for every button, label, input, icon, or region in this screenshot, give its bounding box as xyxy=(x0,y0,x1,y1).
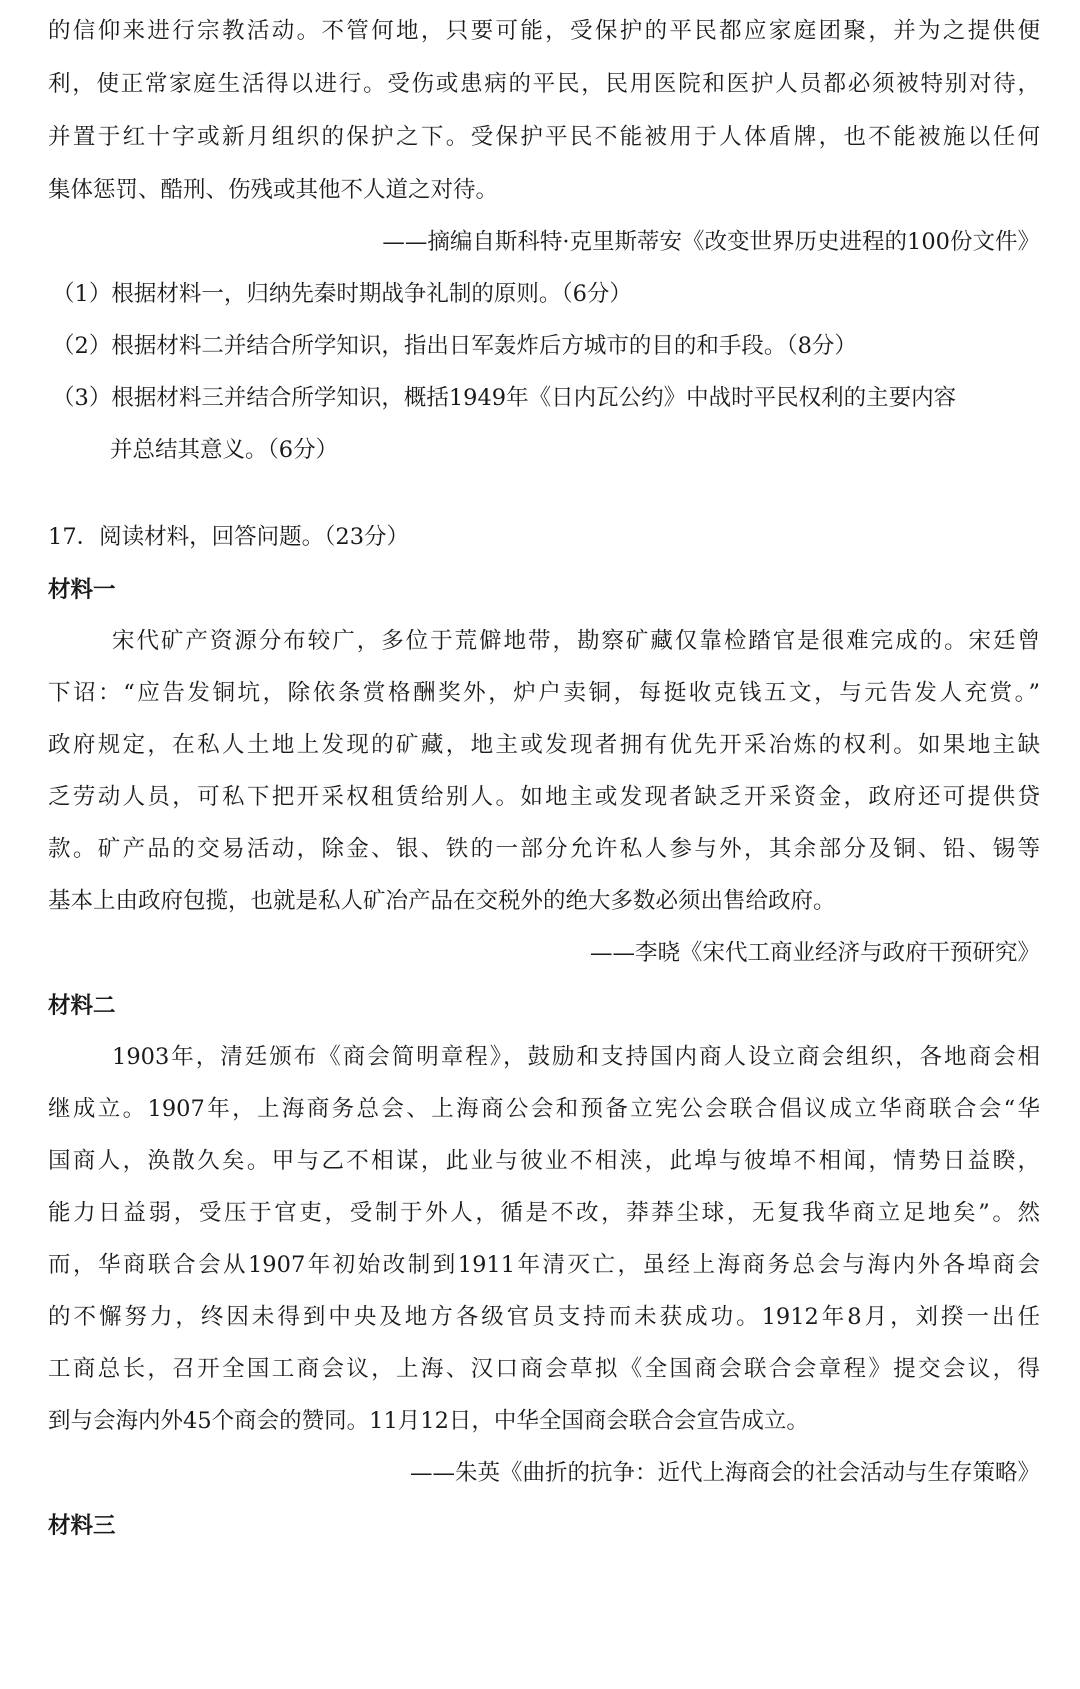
source-citation: ——李晓《宋代工商业经济与政府干预研究》 xyxy=(589,940,1040,966)
paragraph-line: 工商总长，召开全国工商会议，上海、汉口商会草拟《全国商会联合会章程》提交会议，得 xyxy=(48,1356,1040,1382)
paragraph-line: 乏劳动人员，可私下把开采权租赁给别人。如地主或发现者缺乏开采资金，政府还可提供贷 xyxy=(48,784,1040,810)
paragraph-line: 利，使正常家庭生活得以进行。受伤或患病的平民，民用医院和医护人员都必须被特别对待， xyxy=(48,71,1040,97)
material-heading: 材料二 xyxy=(48,993,116,1019)
paragraph-line: 集体惩罚、酷刑、伤残或其他不人道之对待。 xyxy=(48,177,499,203)
paragraph-line: 基本上由政府包揽，也就是私人矿冶产品在交税外的绝大多数必须出售给政府。 xyxy=(48,888,836,914)
sub-question-3: （3）根据材料三并结合所学知识，概括1949年《日内瓦公约》中战时平民权利的主要内容 xyxy=(52,385,957,411)
paragraph-line: 政府规定，在私人土地上发现的矿藏，地主或发现者拥有优先开采冶炼的权利。如果地主缺 xyxy=(48,732,1040,758)
question-title: 17．阅读材料，回答问题。（23分） xyxy=(48,524,410,550)
source-citation: ——朱英《曲折的抗争：近代上海商会的社会活动与生存策略》 xyxy=(409,1460,1040,1486)
paragraph-line: 国商人，涣散久矣。甲与乙不相谋，此业与彼业不相浃，此埠与彼埠不相闻，情势日益睽， xyxy=(48,1148,1040,1174)
material-heading: 材料三 xyxy=(48,1513,116,1539)
paragraph-line: 的信仰来进行宗教活动。不管何地，只要可能，受保护的平民都应家庭团聚，并为之提供便 xyxy=(48,18,1040,44)
paragraph-line: 继成立。1907年，上海商务总会、上海商公会和预备立宪公会联合倡议成立华商联合会“华 xyxy=(48,1096,1040,1122)
paragraph-line: 到与会海内外45个商会的赞同。11月12日，中华全国商会联合会宣告成立。 xyxy=(48,1408,809,1434)
material-heading: 材料一 xyxy=(48,577,116,603)
paragraph-line: 并置于红十字或新月组织的保护之下。受保护平民不能被用于人体盾牌，也不能被施以任何 xyxy=(48,124,1040,150)
sub-question-1: （1）根据材料一，归纳先秦时期战争礼制的原则。（6分） xyxy=(52,281,632,307)
paragraph-line: 宋代矿产资源分布较广，多位于荒僻地带，勘察矿藏仅靠检踏官是很难完成的。宋廷曾 xyxy=(112,628,1040,654)
paragraph-line: 下诏：“应告发铜坑，除依条赏格酬奖外，炉户卖铜，每挺收克钱五文，与元告发人充赏。” xyxy=(48,680,1040,706)
sub-question-2: （2）根据材料二并结合所学知识，指出日军轰炸后方城市的目的和手段。（8分） xyxy=(52,333,857,359)
paragraph-line: 1903年，清廷颁布《商会简明章程》，鼓励和支持国内商人设立商会组织，各地商会相 xyxy=(112,1044,1040,1070)
sub-question-3-continuation: 并总结其意义。（6分） xyxy=(110,437,339,463)
paragraph-line: 的不懈努力，终因未得到中央及地方各级官员支持而未获成功。1912年8月，刘揆一出任 xyxy=(48,1304,1040,1330)
paragraph-line: 能力日益弱，受压于官吏，受制于外人，循是不改，莽莽尘球，无复我华商立足地矣”。然 xyxy=(48,1200,1040,1226)
source-citation: ——摘编自斯科特·克里斯蒂安《改变世界历史进程的100份文件》 xyxy=(382,229,1040,255)
paragraph-line: 而，华商联合会从1907年初始改制到1911年清灭亡，虽经上海商务总会与海内外各埠商会 xyxy=(48,1252,1040,1278)
paragraph-line: 款。矿产品的交易活动，除金、银、铁的一部分允许私人参与外，其余部分及铜、铅、锡等 xyxy=(48,836,1040,862)
